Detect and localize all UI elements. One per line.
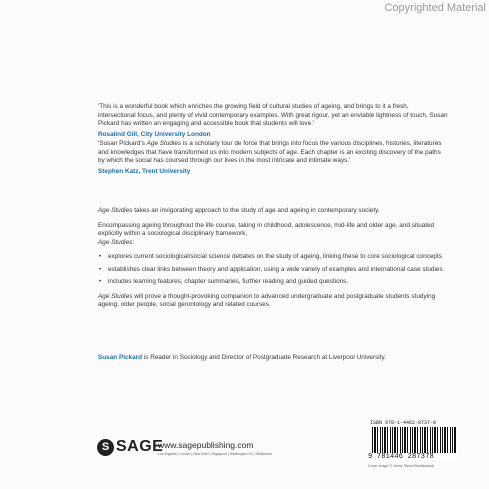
feature-list [98, 253, 450, 287]
review-quote-2 [98, 140, 448, 176]
book-description [98, 207, 450, 316]
author-name: Susan Pickard [98, 354, 143, 361]
sage-wordmark: SAGE [116, 438, 164, 455]
description-paragraph-1: Age Studies takes an invigorating approach to the study of age and ageing in contemporary society. [98, 207, 380, 214]
copyright-watermark: Copyrighted Material [384, 2, 486, 14]
publisher-cities: Los Angeles | London | New Delhi | Singapore | Washington DC | Melbourne [158, 452, 273, 456]
quote-text: 'Susan Pickard's Age Studies is a scholarly tour de force that brings into focus the various disciplines, histories, literatures and knowledges that have transformed us into modern subjects of age. Each chapter is an exciting discovery of the paths by which the social has coursed through our lives in the most intricate and intimate ways.' [98, 140, 442, 165]
author-bio [98, 354, 458, 363]
book-title-italic: Age Studies [146, 140, 182, 147]
quote-author: Stephen Katz, Trent University [98, 167, 191, 175]
review-quote-1 [98, 103, 448, 139]
description-paragraph-3: Age Studies will prove a thought-provoking companion to advanced undergraduate and postgraduate students studying ageing, older people, social gerontology and related courses. [98, 292, 436, 308]
cover-credit: Cover image © Jenny Sturm/Shutterstock [368, 464, 435, 468]
publisher-url: www.sagepublishing.com [158, 440, 254, 450]
quote-author: Rosalind Gill, City University London [98, 130, 211, 138]
barcode-digits: 9 781446 287378 [368, 453, 458, 461]
author-bio-text: is Reader in Sociology and Director of Postgraduate Research at Liverpool University. [142, 354, 386, 361]
barcode-bars [372, 427, 456, 453]
isbn-barcode [368, 420, 458, 462]
sage-circle-icon: S [97, 439, 114, 456]
sage-logo [97, 438, 163, 456]
list-item: • explores current sociological/social science debates on the study of ageing, linking these to core sociological concepts [106, 253, 450, 262]
description-paragraph-2: Encompassing ageing throughout the life course, taking in childhood, adolescence, mid-life and older age, and situated explicitly within a sociological disciplinary framework, Age Studies: [98, 221, 435, 246]
quote-text: 'This is a wonderful book which enriches the growing field of cultural studies of ageing, and brings to it a fresh, intersectional focus, and plenty of vivid contemporary examples. With great rigour, yet an enviable lightness of touch, Susan Pickard has written an engaging and accessible book that students will love.' [98, 103, 448, 128]
list-item: • establishes clear links between theory and application, using a wide variety of examples and international case studies [106, 266, 450, 275]
isbn-label: ISBN 978-1-4462-8737-8 [370, 420, 437, 426]
list-item: • includes learning features, chapter summaries, further reading and guided questions. [106, 278, 450, 287]
